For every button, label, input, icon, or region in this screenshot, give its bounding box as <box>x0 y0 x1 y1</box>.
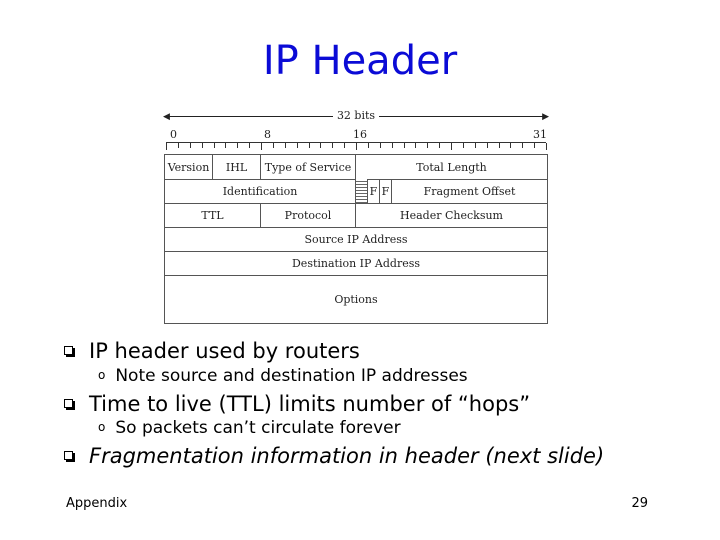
field-flag-df: F <box>368 179 380 203</box>
ruler-tick <box>297 143 298 148</box>
field-fragment-offset: Fragment Offset <box>423 184 516 198</box>
ruler-tick <box>273 143 274 148</box>
ruler-tick <box>522 143 523 148</box>
bullet-box-icon <box>64 346 73 355</box>
sub-bullet-text: So packets can’t circulate forever <box>115 418 401 438</box>
ruler-tick <box>392 143 393 148</box>
ruler-tick <box>451 143 452 150</box>
ruler-tick <box>249 143 250 148</box>
tick-label: 16 <box>353 128 367 141</box>
field-header-checksum: Header Checksum <box>400 208 503 222</box>
ruler-tick <box>439 143 440 148</box>
ruler-tick <box>202 143 203 148</box>
tick-label: 0 <box>170 128 177 141</box>
field-ihl: IHL <box>213 155 261 179</box>
page-number: 29 <box>631 496 648 511</box>
header-row <box>165 275 547 323</box>
field-flag-mf: F <box>380 179 392 203</box>
ruler-tick <box>225 143 226 148</box>
field-identification: Identification <box>165 179 356 203</box>
ruler-tick <box>309 143 310 148</box>
field-destination-ip: Destination IP Address <box>291 256 421 270</box>
ruler-tick <box>237 143 238 148</box>
footer-label: Appendix <box>66 496 128 511</box>
bullet-text: IP header used by routers <box>89 339 360 363</box>
field-protocol: Protocol <box>261 203 356 227</box>
sub-bullet-marker: o <box>98 368 106 382</box>
ruler-tick <box>344 143 345 148</box>
ruler-tick <box>166 143 167 150</box>
ruler-tick <box>261 143 262 150</box>
field-options: Options <box>334 292 378 306</box>
arrow-left-icon: ◀ <box>163 112 170 122</box>
tick-label: 8 <box>264 128 271 141</box>
ruler-tick <box>546 143 547 150</box>
arrow-right-icon: ▶ <box>542 112 549 122</box>
bullet-box-icon <box>64 399 73 408</box>
header-row <box>165 179 547 204</box>
header-row <box>165 155 547 180</box>
bullet-box-icon <box>64 451 73 460</box>
field-version: Version <box>165 155 213 179</box>
header-fields-box <box>164 154 548 324</box>
ruler-tick <box>475 143 476 148</box>
field-source-ip: Source IP Address <box>304 232 408 246</box>
ruler-tick <box>285 143 286 148</box>
ip-header-diagram <box>164 108 548 324</box>
tick-label: 31 <box>533 128 547 141</box>
ruler-tick <box>427 143 428 148</box>
sub-bullet-item <box>98 418 401 438</box>
field-type-of-service: Type of Service <box>261 155 356 179</box>
ruler-tick <box>487 143 488 148</box>
ruler-tick <box>463 143 464 148</box>
ruler-tick <box>415 143 416 148</box>
field-ttl: TTL <box>165 203 261 227</box>
slide-title: IP Header <box>262 38 458 84</box>
bullet-text: Time to live (TTL) limits number of “hops” <box>89 392 531 416</box>
header-row <box>165 203 547 228</box>
bit-ruler <box>166 142 546 151</box>
ruler-tick <box>332 143 333 148</box>
ruler-tick <box>214 143 215 148</box>
header-row <box>165 227 547 252</box>
ruler-tick <box>510 143 511 148</box>
ruler-tick <box>356 143 357 150</box>
ruler-tick <box>404 143 405 148</box>
bullet-text: Fragmentation information in header (next slide) <box>89 444 605 468</box>
header-row <box>165 251 547 276</box>
ruler-tick <box>178 143 179 148</box>
ruler-tick <box>380 143 381 148</box>
reserved-flag-hatch <box>356 179 368 203</box>
sub-bullet-item <box>98 366 468 386</box>
bit-width-label: 32 bits <box>164 109 548 122</box>
field-total-length: Total Length <box>416 160 487 174</box>
ruler-tick <box>190 143 191 148</box>
sub-bullet-text: Note source and destination IP addresses <box>115 366 468 386</box>
ruler-tick <box>499 143 500 148</box>
ruler-tick <box>368 143 369 148</box>
sub-bullet-marker: o <box>98 420 106 434</box>
ruler-tick <box>534 143 535 148</box>
ruler-tick <box>320 143 321 148</box>
